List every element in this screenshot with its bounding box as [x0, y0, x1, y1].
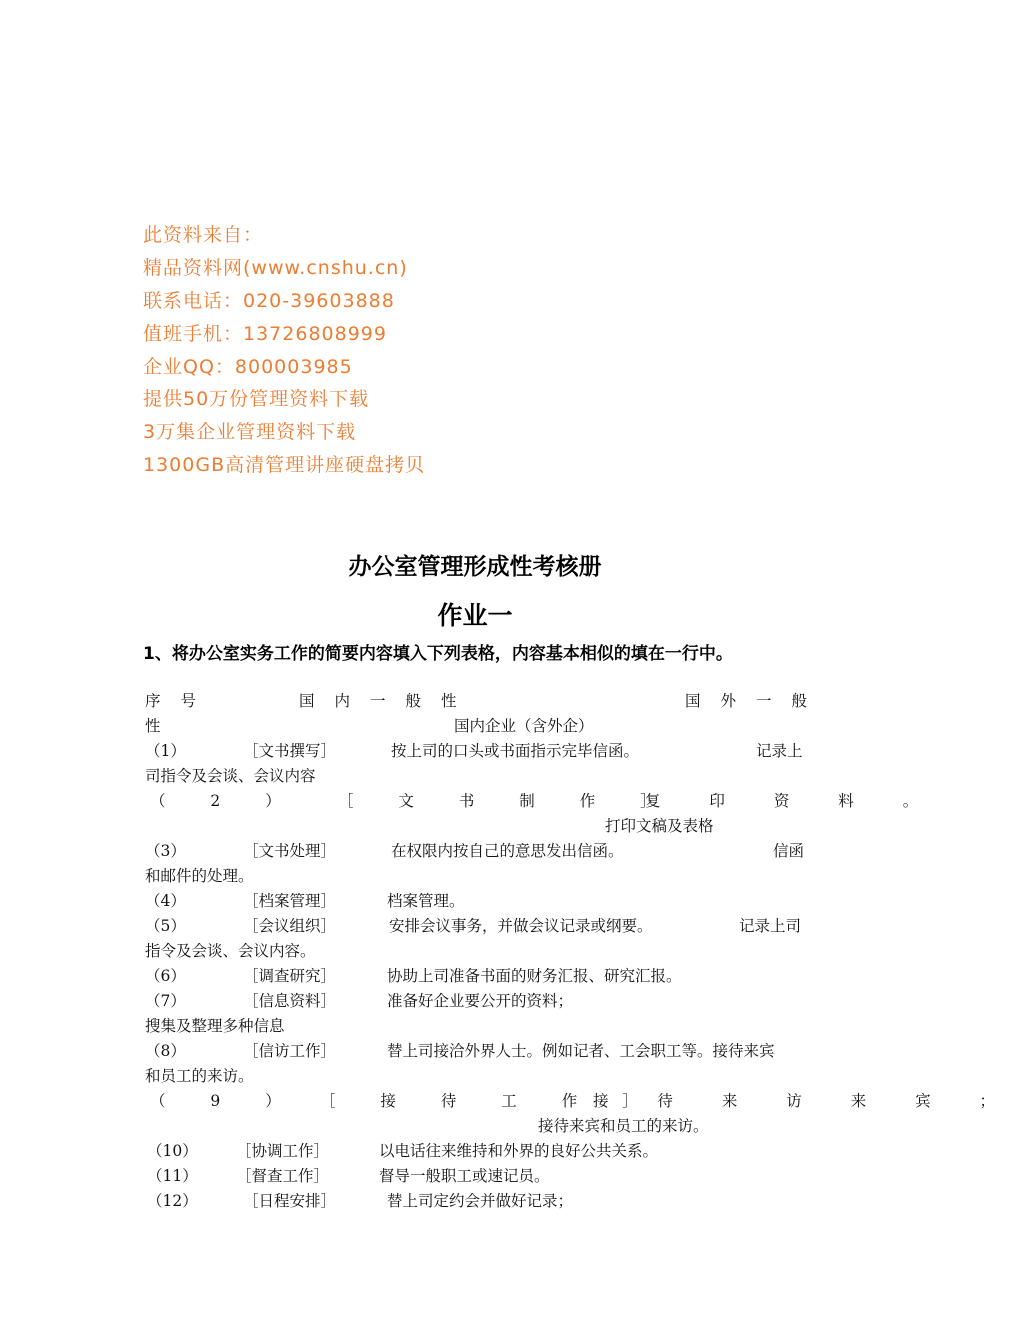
row-no: （1） [145, 742, 186, 760]
source-line: 精品资料网(www.cnshu.cn) [143, 257, 408, 279]
document-title: 办公室管理形成性考核册 [348, 554, 602, 580]
header-col-foreign: 国外一般 [685, 692, 828, 710]
row-foreign-wrap: 和邮件的处理。 [145, 867, 254, 885]
row-no: （ 9 ） [150, 1092, 301, 1110]
source-line: 企业QQ：800003985 [143, 356, 353, 378]
row-domestic: 按上司的口头或书面指示完毕信函。 [391, 742, 640, 760]
row-foreign: 信函 [773, 842, 805, 860]
row-no: （7） [145, 992, 186, 1010]
row-no: （6） [145, 967, 186, 985]
row-domestic: 安排会议事务，并做会议记录或纲要。 [389, 917, 653, 935]
header-col-no: 序号 [145, 692, 217, 710]
source-line: 提供50万份管理资料下载 [143, 388, 370, 410]
source-line: 值班手机：13726808999 [143, 323, 387, 345]
row-domestic: 准备好企业要公开的资料； [387, 992, 574, 1010]
source-line: 3万集企业管理资料下载 [143, 421, 357, 443]
row-domestic: 复 印 资 料 。 [645, 792, 941, 810]
row-domestic: 替上司接洽外界人士。例如记者、工会职工等。接待来宾 [387, 1042, 775, 1060]
header-col-domestic: 国内一般性 [299, 692, 477, 710]
header-col-sub: 国内企业（含外企） [454, 717, 594, 735]
source-line: 联系电话：020-39603888 [143, 290, 395, 312]
row-no: （3） [145, 842, 186, 860]
row-no: （8） [145, 1042, 186, 1060]
row-no: （10） [147, 1142, 198, 1160]
document-subtitle: 作业一 [437, 601, 513, 630]
row-domestic: 接 待 来 访 来 宾 ； [593, 1092, 1017, 1110]
source-line: 1300GB高清管理讲座硬盘拷贝 [143, 454, 426, 476]
row-domestic: 协助上司准备书面的财务汇报、研究汇报。 [387, 967, 682, 985]
row-domestic: 替上司定约会并做好记录； [387, 1192, 574, 1210]
row-domestic: 以电话往来维持和外界的良好公共关系。 [379, 1142, 659, 1160]
row-no: （4） [145, 892, 186, 910]
header-col-foreign-wrap: 性 [145, 717, 161, 735]
row-item: ［调查研究］ [243, 967, 337, 985]
row-item: ［督查工作］ [236, 1167, 330, 1185]
row-no: （5） [145, 917, 186, 935]
row-domestic: 在权限内按自己的意思发出信函。 [391, 842, 624, 860]
row-foreign: 记录上 [756, 742, 803, 760]
row-domestic: 档案管理。 [387, 892, 465, 910]
row-item: ［ 接 待 工 作 ］ [320, 1092, 658, 1110]
row-item: ［文书处理］ [243, 842, 337, 860]
row-foreign-wrap: 司指令及会谈、会议内容 [145, 767, 316, 785]
row-foreign-wrap: 搜集及整理多种信息 [145, 1017, 285, 1035]
row-no: （12） [147, 1192, 198, 1210]
row-item: ［会议组织］ [243, 917, 337, 935]
row-item: ［信访工作］ [243, 1042, 337, 1060]
row-item: ［文书撰写］ [243, 742, 337, 760]
row-foreign-wrap: 接待来宾和员工的来访。 [538, 1117, 709, 1135]
row-foreign-wrap: 指令及会谈、会议内容。 [145, 942, 316, 960]
row-domestic: 督导一般职工或速记员。 [379, 1167, 550, 1185]
row-no: （11） [147, 1167, 198, 1185]
row-foreign-wrap: 打印文稿及表格 [605, 817, 714, 835]
row-item: ［信息资料］ [243, 992, 337, 1010]
row-item: ［协调工作］ [236, 1142, 330, 1160]
question-text: 1、将办公室实务工作的简要内容填入下列表格，内容基本相似的填在一行中。 [143, 644, 733, 664]
source-line: 此资料来自： [143, 224, 264, 246]
row-item: ［日程安排］ [243, 1192, 337, 1210]
row-foreign: 记录上司 [739, 917, 802, 935]
row-item: ［档案管理］ [243, 892, 337, 910]
row-no: （ 2 ） [150, 792, 301, 810]
row-foreign-wrap: 和员工的来访。 [145, 1067, 254, 1085]
row-item: ［ 文 书 制 作 ］ [338, 792, 676, 810]
